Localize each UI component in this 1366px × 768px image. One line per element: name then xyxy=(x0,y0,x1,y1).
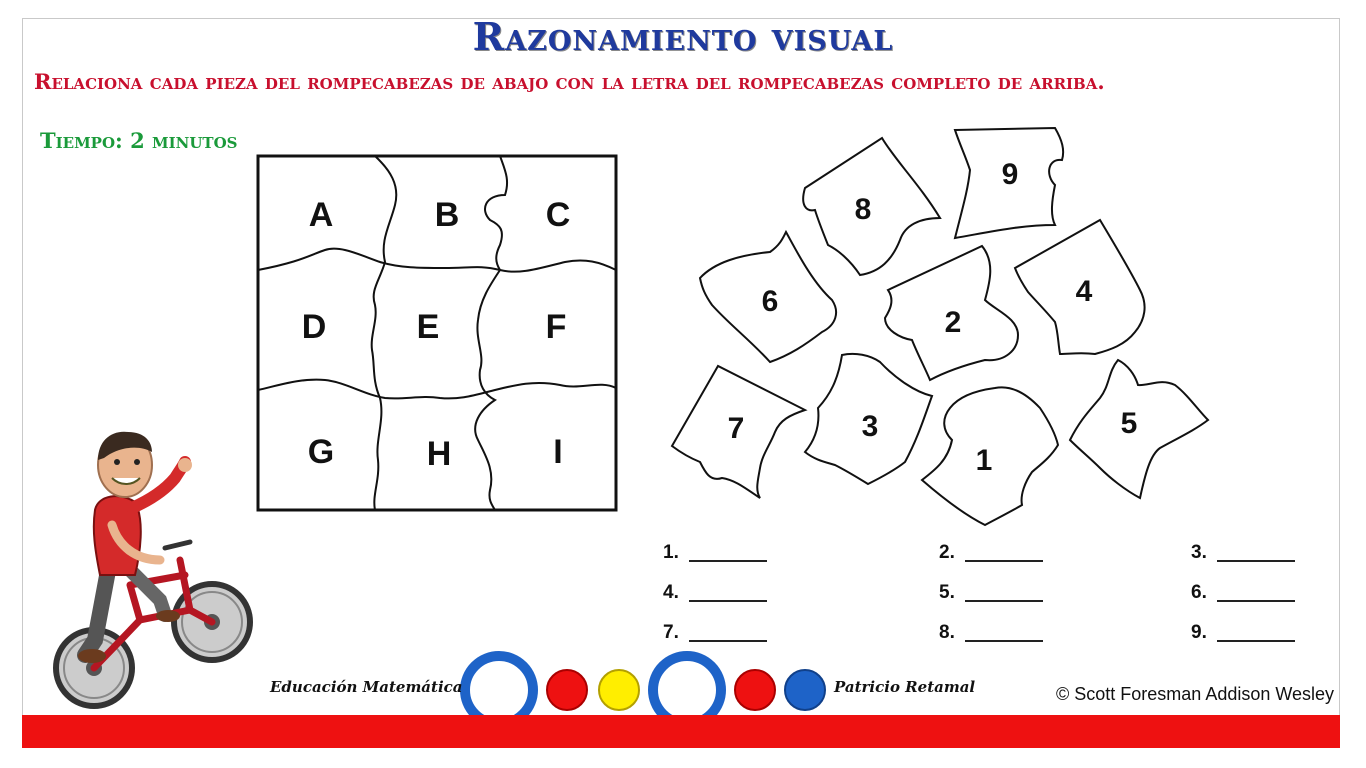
blue-dot xyxy=(785,670,825,710)
answer-9-line[interactable] xyxy=(1217,640,1295,642)
answer-6-line[interactable] xyxy=(1217,600,1295,602)
blue-ring-1 xyxy=(465,656,533,724)
scattered-pieces xyxy=(672,128,1208,525)
letter-d: D xyxy=(301,308,327,346)
answer-6 xyxy=(1191,582,1295,604)
answer-8-line[interactable] xyxy=(965,640,1043,642)
instructions-text: Relaciona cada pieza del rompecabezas de abajo con la letra del rompecabezas completo de arriba. xyxy=(34,69,1105,94)
piece-7-label: 7 xyxy=(727,412,745,445)
piece-2-label: 2 xyxy=(944,306,962,339)
answer-1 xyxy=(663,542,767,564)
answer-9-label: 9. xyxy=(1191,622,1207,643)
letter-c: C xyxy=(545,196,571,234)
decorative-circles xyxy=(465,656,825,724)
letter-g: G xyxy=(307,433,335,471)
answer-7-line[interactable] xyxy=(689,640,767,642)
bottom-red-bar xyxy=(22,715,1340,748)
letter-a: A xyxy=(308,196,334,234)
piece-8-shape xyxy=(803,138,940,275)
letter-i: I xyxy=(553,433,563,471)
answer-7-label: 7. xyxy=(663,622,679,643)
answer-4-line[interactable] xyxy=(689,600,767,602)
puzzle-line-col1 xyxy=(372,156,397,510)
piece-3-label: 3 xyxy=(861,410,879,443)
piece-4-label: 4 xyxy=(1075,275,1093,308)
piece-1-label: 1 xyxy=(975,444,993,477)
letter-b: B xyxy=(434,196,460,234)
answer-3 xyxy=(1191,542,1295,564)
answer-6-label: 6. xyxy=(1191,582,1207,603)
footer-education-label: Educación Matemática xyxy=(270,678,463,696)
answer-2-line[interactable] xyxy=(965,560,1043,562)
copyright-text: © Scott Foresman Addison Wesley xyxy=(1056,684,1335,704)
puzzle-line-row2 xyxy=(258,380,616,399)
cyclist-avatar-illustration xyxy=(56,432,250,706)
puzzle-line-row1 xyxy=(258,249,616,272)
puzzle-line-col2 xyxy=(475,156,507,510)
red-dot-1 xyxy=(547,670,587,710)
piece-5-label: 5 xyxy=(1120,407,1138,440)
footer-author-label: Patricio Retamal xyxy=(834,678,976,696)
answer-5-label: 5. xyxy=(939,582,955,603)
answer-9 xyxy=(1191,622,1295,644)
page-title: Razonamiento visual xyxy=(472,14,894,59)
answer-8 xyxy=(939,622,1043,644)
answer-2 xyxy=(939,542,1043,564)
piece-9-label: 9 xyxy=(1001,158,1019,191)
letter-h: H xyxy=(426,435,452,473)
letter-f: F xyxy=(545,308,567,346)
piece-8-label: 8 xyxy=(854,193,872,226)
answer-5 xyxy=(939,582,1043,604)
yellow-dot xyxy=(599,670,639,710)
red-dot-2 xyxy=(735,670,775,710)
piece-5-shape xyxy=(1070,360,1208,498)
piece-6-label: 6 xyxy=(761,285,779,318)
answer-1-label: 1. xyxy=(663,542,679,563)
answer-2-label: 2. xyxy=(939,542,955,563)
puzzle-letters xyxy=(302,196,571,473)
timer-text: Tiempo: 2 minutos xyxy=(40,128,238,153)
answer-3-line[interactable] xyxy=(1217,560,1295,562)
answer-4 xyxy=(663,582,767,604)
answer-3-label: 3. xyxy=(1191,542,1207,563)
answer-1-line[interactable] xyxy=(689,560,767,562)
blue-ring-2 xyxy=(653,656,721,724)
answer-5-line[interactable] xyxy=(965,600,1043,602)
answer-7 xyxy=(663,622,767,644)
letter-e: E xyxy=(416,308,440,346)
answer-8-label: 8. xyxy=(939,622,955,643)
answer-4-label: 4. xyxy=(663,582,679,603)
